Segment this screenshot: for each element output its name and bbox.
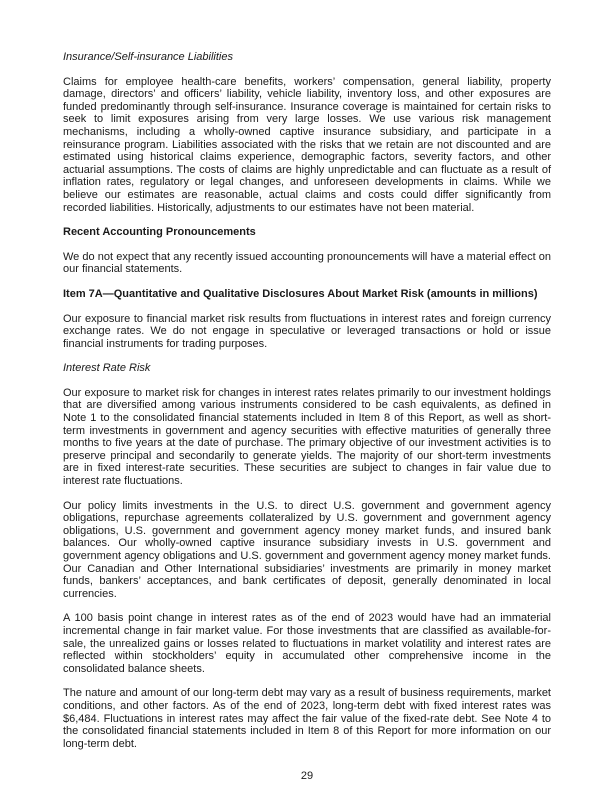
item-7a-amounts-note: (amounts in millions): [423, 287, 538, 300]
paragraph-self-insurance-claims: Claims for employee health-care benefits, workers’ compensation, general liability, property damage, directors’ and officers’ liability, vehicle liability, inventory loss, and other exposures are funded predominantly through self-insurance. Insurance coverage is maintained for certain risks to seek to limit exposures arising from very large losses. We use various risk management mechanisms, including a wholly-owned captive insurance subsidiary, and participate in a reinsurance program. Liabilities associated with the risks that we retain are not discounted and are estimated using historical claims experience, demographic factors, severity factors, and other actuarial assumptions. The costs of claims are highly unpredictable and can fluctuate as a result of inflation rates, regulatory or legal changes, and unforeseen developments in claims. While we believe our estimates are reasonable, actual claims and costs could differ significantly from recorded liabilities. Historically, adjustments to our estimates have not been material.: [63, 75, 551, 214]
paragraph-market-risk-exposure: Our exposure to financial market risk results from fluctuations in interest rates and foreign currency exchange rates. We do not engage in speculative or leveraged transactions or hold or issue financial instruments for trading purposes.: [63, 312, 551, 350]
item-7a-title-bold: Item 7A—Quantitative and Qualitative Disclosures About Market Risk: [63, 287, 424, 300]
paragraph-long-term-debt: The nature and amount of our long-term debt may vary as a result of business requirements, market conditions, and other factors. As of the end of 2023, long-term debt with fixed interest rates was $6,484. Fluctuations in interest rates may affect the fair value of the fixed-rate debt. See Note 4 to the consolidated financial statements included in Item 8 of this Report for more information on our long-term debt.: [63, 687, 551, 750]
section-heading-insurance-liabilities: Insurance/Self-insurance Liabilities: [63, 51, 233, 63]
paragraph-investment-policy: Our policy limits investments in the U.S. to direct U.S. government and government agency obligations, repurchase agreements collateralized by U.S. government and government agency obligations, U.S. government and government agency money market funds, and insured bank balances. Our wholly-owned captive insurance subsidiary invests in U.S. government and government agency obligations and U.S. government and government agency money market funds. Our Canadian and Other International subsidiaries’ investments are primarily in money market funds, bankers’ acceptances, and bank certificates of deposit, generally denominated in local currencies.: [63, 499, 551, 600]
paragraph-basis-point-change: A 100 basis point change in interest rates as of the end of 2023 would have had an immaterial incremental change in fair market value. For those investments that are classified as available-for-sale, the unrealized gains or losses related to fluctuations in market volatility and interest rates are reflected within stockholders’ equity in accumulated other comprehensive income in the consolidated balance sheets.: [63, 612, 551, 675]
paragraph-investment-holdings: Our exposure to market risk for changes in interest rates relates primarily to our investment holdings that are diversified among various instruments considered to be cash equivalents, as defined in Note 1 to the consolidated financial statements included in Item 8 of this Report, as well as short-term investments in government and agency securities with effective maturities of generally three months to five years at the date of purchase. The primary objective of our investment activities is to preserve principal and secondarily to generate yields. The majority of our short-term investments are in fixed interest-rate securities. These securities are subject to changes in fair value due to interest rate fluctuations.: [63, 386, 551, 488]
section-heading-item-7a: [63, 288, 551, 301]
page-number: 29: [300, 770, 314, 783]
section-heading-interest-rate-risk: Interest Rate Risk: [63, 362, 151, 375]
section-heading-recent-accounting-pronouncements: Recent Accounting Pronouncements: [63, 226, 256, 239]
paragraph-pronouncements-effect: We do not expect that any recently issued accounting pronouncements will have a material effect on our financial statements.: [63, 250, 551, 276]
